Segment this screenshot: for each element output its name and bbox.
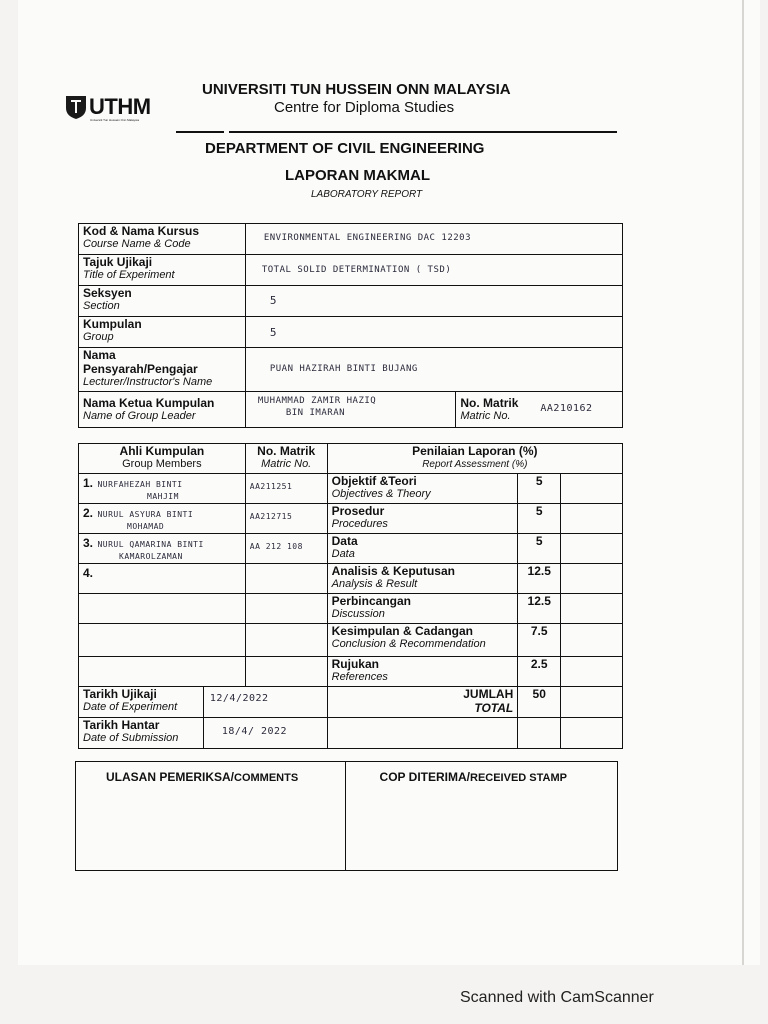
criterion-3-mark [561,534,623,564]
submission-empty [327,718,518,749]
criterion-1: Objektif &Teori Objectives & Theory [327,474,518,504]
total-mark [561,687,623,718]
lecturer-value: PUAN HAZIRAH BINTI BUJANG [245,348,622,392]
criterion-4-score: 12.5 [518,564,561,594]
member-4: 4. [79,564,246,594]
table-row [79,504,623,534]
group-label: Kumpulan Group [79,317,246,348]
header-matric: No. Matrik Matric No. [245,444,327,474]
member-empty-5-matric [245,594,327,624]
member-empty-7-matric [245,657,327,687]
header-assessment: Penilaian Laporan (%) Report Assessment (%) [327,444,622,474]
header-members: Ahli Kumpulan Group Members [79,444,246,474]
criterion-2-score: 5 [518,504,561,534]
criterion-7-mark [561,657,623,687]
date-experiment-value: 12/4/2022 [203,687,327,718]
criterion-7: Rujukan References [327,657,518,687]
leader-value: MUHAMMAD ZAMIR HAZIQ BIN IMARAN [245,392,456,428]
title-value: TOTAL SOLID DETERMINATION ( TSD) [245,255,622,286]
table-row [79,474,623,504]
table-row [79,594,623,624]
member-4-matric [245,564,327,594]
course-label: Kod & Nama Kursus Course Name & Code [79,224,246,255]
section-value: 5 [245,286,622,317]
criterion-4-mark [561,564,623,594]
member-empty-7 [79,657,246,687]
lecturer-label: Nama Pensyarah/Pengajar Lecturer/Instructor's Name [79,348,246,392]
stamp-box [345,762,617,871]
members-table [78,443,623,749]
criterion-2-mark [561,504,623,534]
comments-label-en: COMMENTS [234,772,299,784]
date-submission-label: Tarikh Hantar Date of Submission [79,718,204,749]
member-empty-5 [79,594,246,624]
total-score: 50 [518,687,561,718]
member-empty-6 [79,624,246,657]
table-row [79,624,623,657]
report-subtitle: LABORATORY REPORT [311,189,423,200]
title-label: Tajuk Ujikaji Title of Experiment [79,255,246,286]
centre-name: Centre for Diploma Studies [274,99,455,116]
criterion-5: Perbincangan Discussion [327,594,518,624]
uthm-logo [64,94,170,124]
logo-tagline: Universiti Tun Hussein Onn Malaysia [90,118,140,122]
criterion-6-score: 7.5 [518,624,561,657]
criterion-6-mark [561,624,623,657]
criterion-2: Prosedur Procedures [327,504,518,534]
stamp-label: COP DITERIMA/ [379,770,470,784]
criterion-3: Data Data [327,534,518,564]
member-1: 1. NURFAHEZAH BINTI MAHJIM [79,474,246,504]
stamp-label-en: RECEIVED STAMP [470,772,567,784]
logo-text: UTHM [89,94,151,119]
leader-matric: No. Matrik Matric No. AA210162 [456,392,623,428]
shield-icon [64,94,88,120]
department-title: DEPARTMENT OF CIVIL ENGINEERING [205,140,485,157]
university-name: UNIVERSITI TUN HUSSEIN ONN MALAYSIA [202,81,511,98]
review-boxes [75,761,618,871]
section-label: Seksyen Section [79,286,246,317]
comments-box [76,762,346,871]
header-rule-left [176,131,224,133]
info-table [78,223,623,428]
page-edge [742,0,744,965]
submission-empty-mark [561,718,623,749]
camscanner-watermark: Scanned with CamScanner [460,989,654,1006]
criterion-1-score: 5 [518,474,561,504]
leader-label: Nama Ketua Kumpulan Name of Group Leader [79,392,246,428]
member-2: 2. NURUL ASYURA BINTI MOHAMAD [79,504,246,534]
criterion-7-score: 2.5 [518,657,561,687]
member-3-matric: AA 212 108 [245,534,327,564]
table-row [79,534,623,564]
member-2-matric: AA212715 [245,504,327,534]
comments-label: ULASAN PEMERIKSA/ [106,770,235,784]
criterion-6: Kesimpulan & Cadangan Conclusion & Recommendation [327,624,518,657]
table-row [79,687,623,718]
member-1-matric: AA211251 [245,474,327,504]
table-row [79,657,623,687]
criterion-4: Analisis & Keputusan Analysis & Result [327,564,518,594]
group-value: 5 [245,317,622,348]
date-submission-value: 18/4/ 2022 [203,718,327,749]
report-title: LAPORAN MAKMAL [285,167,430,184]
table-row [79,718,623,749]
total-label: JUMLAH TOTAL [327,687,518,718]
member-3: 3. NURUL QAMARINA BINTI KAMAROLZAMAN [79,534,246,564]
course-value: ENVIRONMENTAL ENGINEERING DAC 12203 [245,224,622,255]
submission-empty-score [518,718,561,749]
date-experiment-label: Tarikh Ujikaji Date of Experiment [79,687,204,718]
criterion-5-mark [561,594,623,624]
criterion-5-score: 12.5 [518,594,561,624]
criterion-1-mark [561,474,623,504]
criterion-3-score: 5 [518,534,561,564]
header-rule-right [229,131,617,133]
member-empty-6-matric [245,624,327,657]
table-row [79,564,623,594]
